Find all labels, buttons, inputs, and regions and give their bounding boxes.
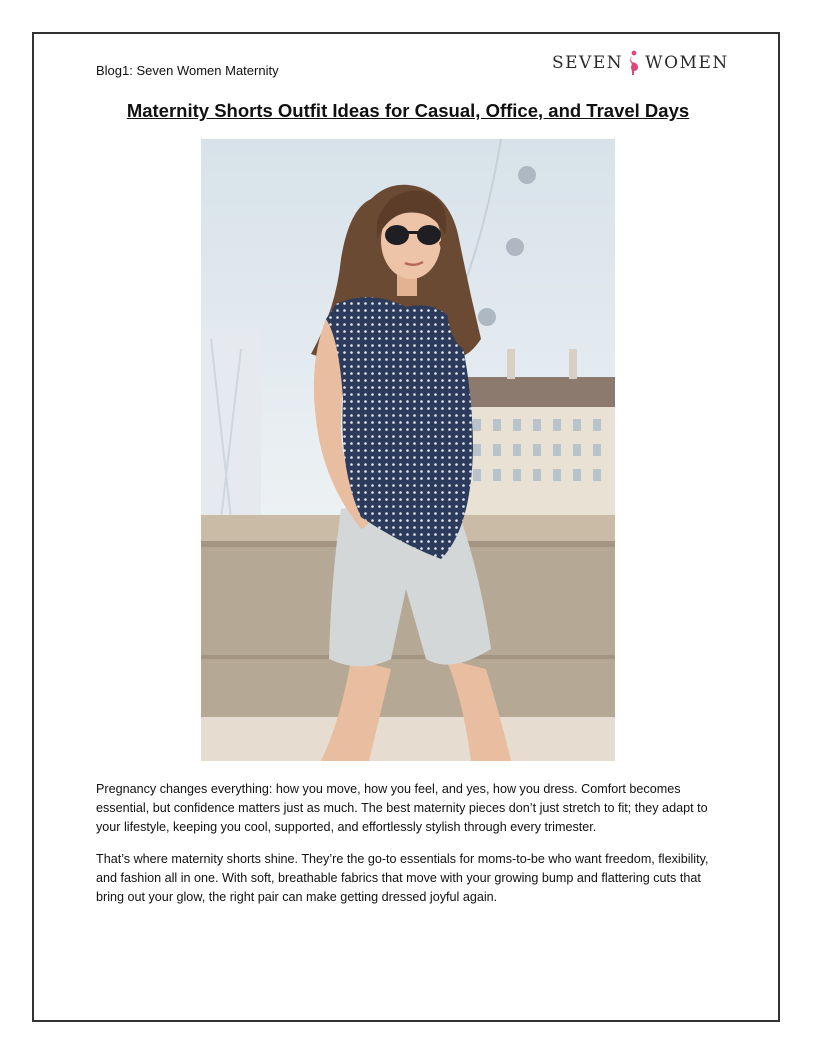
intro-paragraph: Pregnancy changes everything: how you move, how you feel, and yes, how you dress. Comfort becomes essential, but confidence matters just as much. The best maternity pieces don’t just stretch to fit; they adapt to your lifestyle, keeping you cool, supported, and effortlessly stylish through every trimester. xyxy=(96,782,708,834)
seven-women-logo xyxy=(552,50,729,76)
shorts-paragraph: That’s where maternity shorts shine. They’re the go-to essentials for moms-to-be who want freedom, flexibility, and fashion all in one. With soft, breathable fabrics that move with your growing bump and flattering cuts that bring out your glow, the right pair can make getting dressed joyful again. xyxy=(96,852,709,904)
maternity-shorts-photo xyxy=(201,139,615,761)
logo-text-left: SEVEN xyxy=(552,53,624,73)
pregnant-woman-logo-icon xyxy=(626,50,642,76)
document-title: Maternity Shorts Outfit Ideas for Casual, Office, and Travel Days xyxy=(126,100,690,121)
blog-label: Blog1: Seven Women Maternity xyxy=(96,63,279,78)
logo-text-right: WOMEN xyxy=(645,53,729,73)
hero-photo xyxy=(201,139,615,761)
